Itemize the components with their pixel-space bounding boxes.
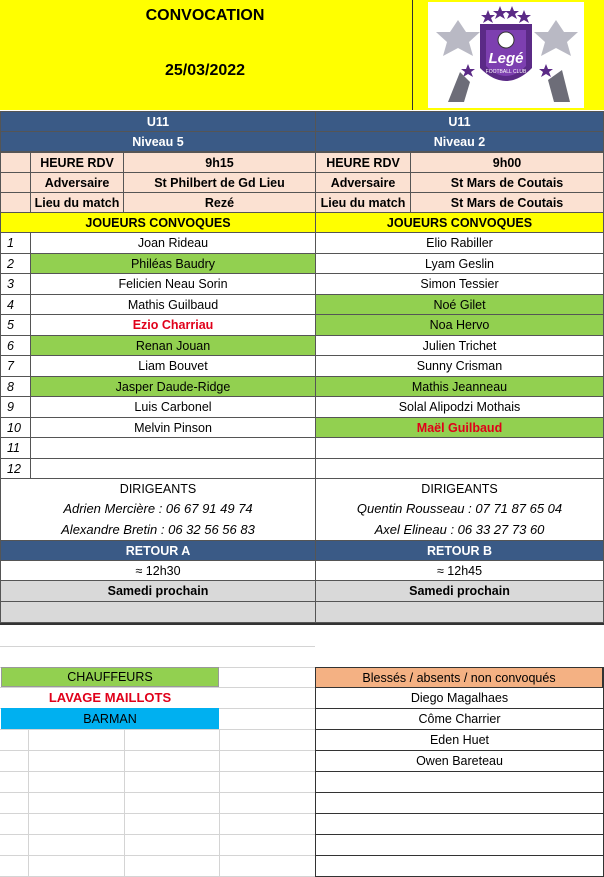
chauffeurs-label: CHAUFFEURS [1,667,219,687]
team-a-adversaire-label: Adversaire [30,172,124,193]
row-number: 1 [0,232,31,254]
team-b-dirigeants-label: DIRIGEANTS [421,482,498,496]
team-b-adversaire: St Mars de Coutais [410,172,604,193]
team-a-dirigeant-1: Adrien Mercière : 06 67 91 49 74 [63,501,253,516]
grid-line [219,729,220,877]
grid-line [124,729,125,877]
team-b-player: Sunny Crisman [315,355,604,377]
team-a-empty-grey [0,601,316,623]
team-a-adversaire: St Philbert de Gd Lieu [123,172,316,193]
team-a-retour-label: RETOUR A [0,540,316,561]
grid-line [0,855,315,856]
team-b-retour-time: ≈ 12h45 [315,560,604,581]
team-a-player: Philéas Baudry [30,253,316,274]
row-number: 11 [0,437,31,459]
logo-text: Legé [488,49,524,67]
team-a-level: Niveau 5 [0,131,316,152]
team-a-player: Luis Carbonel [30,396,316,418]
lavage-label: LAVAGE MAILLOTS [48,690,172,705]
grid-line [0,646,315,647]
row-number: 8 [0,376,31,397]
row-number: 5 [0,314,31,336]
row-number: 6 [0,335,31,356]
grid-line [0,771,315,772]
row-number: 12 [0,458,31,479]
team-b-player: Maël Guilbaud [315,417,604,438]
absents-box-frame [315,667,604,877]
team-a-category: U11 [0,111,316,132]
team-a-next: Samedi prochain [0,580,316,602]
absent-player: Côme Charrier [315,708,604,730]
absents-header: Blessés / absents / non convoqués [315,667,603,688]
logo-subtext: FOOTBALL CLUB [485,69,527,75]
team-a-dirigeants-label: DIRIGEANTS [119,482,197,496]
team-a-heure-pad [0,152,31,173]
team-b-adversaire-label: Adversaire [315,172,411,193]
team-b-player [315,458,604,479]
team-b-player [315,437,604,459]
team-b-player: Julien Trichet [315,335,604,356]
team-a-player: Jasper Daude-Ridge [30,376,316,397]
team-a-lieu-label: Lieu du match [30,192,124,213]
absent-player: Eden Huet [315,729,604,751]
team-b-player: Solal Alipodzi Mothais [315,396,604,418]
team-b-player: Noé Gilet [315,294,604,315]
team-b-category: U11 [315,111,604,132]
absent-player: Diego Magalhaes [315,687,604,709]
barman-label: BARMAN [1,708,219,729]
match-date: 25/03/2022 [164,62,246,79]
team-b-lieu: St Mars de Coutais [410,192,604,213]
team-a-player [30,458,316,479]
team-b-player: Noa Hervo [315,314,604,336]
team-a-heure: 9h15 [123,152,316,173]
team-a-retour-time: ≈ 12h30 [0,560,316,581]
row-number: 3 [0,273,31,295]
lower-divider-line [0,623,604,625]
team-a-player: Felicien Neau Sorin [30,273,316,295]
team-b-heure: 9h00 [410,152,604,173]
team-a-adversaire-pad [0,172,31,193]
row-number: 9 [0,396,31,418]
club-logo [428,2,584,108]
page-title: CONVOCATION [145,7,265,24]
team-b-next: Samedi prochain [315,580,604,602]
team-a-heure-label: HEURE RDV [30,152,124,173]
team-b-lieu-label: Lieu du match [315,192,411,213]
team-a-player: Liam Bouvet [30,355,316,377]
row-number: 10 [0,417,31,438]
team-a-dirigeant-2: Alexandre Bretin : 06 32 56 56 83 [61,522,255,537]
team-b-player: Simon Tessier [315,273,604,295]
team-a-player: Renan Jouan [30,335,316,356]
team-b-level: Niveau 2 [315,131,604,152]
team-b-dirigeant-1: Quentin Rousseau : 07 71 87 65 04 [356,501,563,516]
grid-line [0,813,315,814]
team-a-lieu-pad [0,192,31,213]
team-a-player [30,437,316,459]
team-a-player: Joan Rideau [30,232,316,254]
team-a-player: Melvin Pinson [30,417,316,438]
grid-line [0,750,315,751]
team-b-dirigeant-2: Axel Elineau : 06 33 27 73 60 [374,522,545,537]
team-a-players-header: JOUEURS CONVOQUES [0,212,316,233]
team-a-player: Mathis Guilbaud [30,294,316,315]
team-b-player: Elio Rabiller [315,232,604,254]
grid-line [0,834,315,835]
row-number: 4 [0,294,31,315]
absent-player: Owen Bareteau [315,750,604,772]
team-b-player: Lyam Geslin [315,253,604,274]
team-b-empty-grey [315,601,604,623]
team-b-heure-label: HEURE RDV [315,152,411,173]
team-a-player: Ezio Charriau [30,314,316,336]
team-b-player: Mathis Jeanneau [315,376,604,397]
row-number: 2 [0,253,31,274]
row-number: 7 [0,355,31,377]
team-a-lieu: Rezé [123,192,316,213]
header-divider [412,0,413,110]
team-b-players-header: JOUEURS CONVOQUES [315,212,604,233]
grid-line [0,792,315,793]
grid-line [28,729,29,877]
grid-line [0,729,315,730]
team-b-retour-label: RETOUR B [315,540,604,561]
